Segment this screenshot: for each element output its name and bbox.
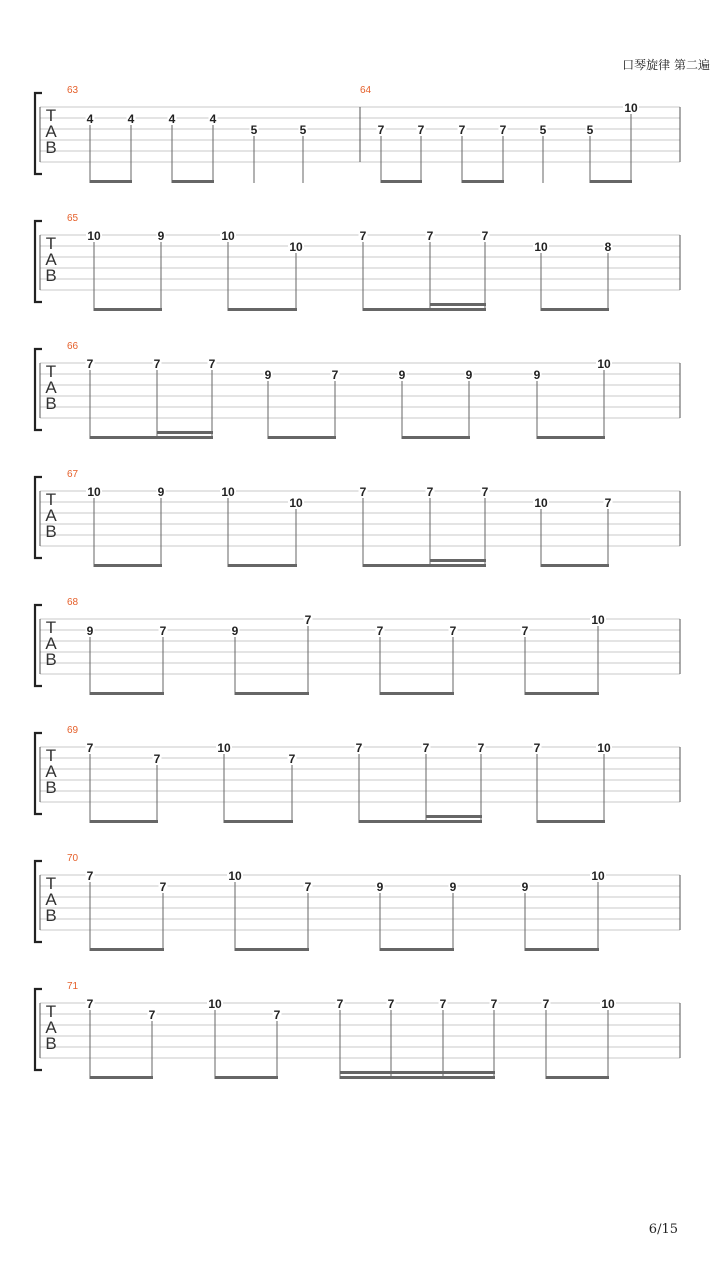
fret-number: 7 xyxy=(86,357,94,371)
tab-clef-letter-a: A xyxy=(45,250,57,269)
fret-number: 9 xyxy=(231,624,239,638)
fret-number: 7 xyxy=(376,624,384,638)
fret-number: 7 xyxy=(153,357,161,371)
fret-number: 7 xyxy=(153,752,161,766)
fret-number: 7 xyxy=(86,869,94,883)
fret-number: 10 xyxy=(601,997,615,1011)
beam xyxy=(235,692,309,695)
tab-system xyxy=(35,597,680,695)
fret-number: 10 xyxy=(597,357,611,371)
tab-clef-letter-b: B xyxy=(45,138,57,157)
fret-number: 7 xyxy=(533,741,541,755)
tab-clef-letter-a: A xyxy=(45,890,57,909)
tab-clef-letter-b: B xyxy=(45,522,57,541)
fret-number: 7 xyxy=(331,368,339,382)
beam xyxy=(90,948,164,951)
fret-number: 7 xyxy=(604,496,612,510)
fret-number: 10 xyxy=(217,741,231,755)
header-title: 口琴旋律 第二遍 xyxy=(622,58,710,72)
tab-clef-letter-a: A xyxy=(45,1018,57,1037)
tab-clef-letter-a: A xyxy=(45,634,57,653)
fret-number: 10 xyxy=(87,485,101,499)
tab-system xyxy=(35,85,680,183)
beam xyxy=(380,692,454,695)
beam xyxy=(340,1076,495,1079)
fret-number: 7 xyxy=(481,485,489,499)
fret-number: 4 xyxy=(86,112,94,126)
tab-clef-letter-a: A xyxy=(45,378,57,397)
fret-number: 7 xyxy=(439,997,447,1011)
fret-number: 7 xyxy=(449,624,457,638)
fret-number: 7 xyxy=(377,123,385,137)
measure-number: 70 xyxy=(67,853,79,864)
beam xyxy=(402,436,470,439)
fret-number: 7 xyxy=(355,741,363,755)
fret-number: 9 xyxy=(533,368,541,382)
fret-number: 7 xyxy=(422,741,430,755)
beam xyxy=(224,820,293,823)
beam xyxy=(90,180,132,183)
measure-number: 71 xyxy=(67,981,79,992)
tab-clef-letter-a: A xyxy=(45,762,57,781)
measure-number: 67 xyxy=(67,469,79,480)
fret-number: 9 xyxy=(86,624,94,638)
measure-number: 65 xyxy=(67,213,79,224)
fret-number: 9 xyxy=(264,368,272,382)
fret-number: 7 xyxy=(208,357,216,371)
fret-number: 9 xyxy=(157,485,165,499)
fret-number: 7 xyxy=(542,997,550,1011)
fret-number: 9 xyxy=(449,880,457,894)
fret-number: 9 xyxy=(376,880,384,894)
fret-number: 7 xyxy=(477,741,485,755)
tab-clef-letter-t: T xyxy=(45,618,57,637)
fret-number: 4 xyxy=(127,112,135,126)
fret-number: 10 xyxy=(289,240,303,254)
beam xyxy=(525,948,599,951)
beam xyxy=(94,564,162,567)
fret-number: 9 xyxy=(521,880,529,894)
measure-number: 69 xyxy=(67,725,79,736)
tab-clef-letter-b: B xyxy=(45,394,57,413)
tab-clef-letter-t: T xyxy=(45,1002,57,1021)
beam xyxy=(363,308,486,311)
secondary-beam xyxy=(340,1071,495,1074)
tab-clef-letter-b: B xyxy=(45,650,57,669)
fret-number: 4 xyxy=(168,112,176,126)
tab-clef-letter-t: T xyxy=(45,234,57,253)
fret-number: 7 xyxy=(359,229,367,243)
tab-clef-letter-b: B xyxy=(45,778,57,797)
beam xyxy=(525,692,599,695)
fret-number: 7 xyxy=(159,624,167,638)
beam xyxy=(215,1076,278,1079)
fret-number: 10 xyxy=(221,485,235,499)
tab-clef-letter-a: A xyxy=(45,506,57,525)
fret-number: 10 xyxy=(208,997,222,1011)
tab-system xyxy=(35,341,680,439)
measure-number: 63 xyxy=(67,85,79,96)
page-number: 6/15 xyxy=(648,1222,678,1237)
beam xyxy=(363,564,486,567)
fret-number: 10 xyxy=(289,496,303,510)
fret-number: 7 xyxy=(481,229,489,243)
fret-number: 10 xyxy=(87,229,101,243)
fret-number: 7 xyxy=(304,880,312,894)
beam xyxy=(90,1076,153,1079)
fret-number: 9 xyxy=(398,368,406,382)
tab-clef-letter-t: T xyxy=(45,874,57,893)
beam xyxy=(541,308,609,311)
fret-number: 7 xyxy=(159,880,167,894)
fret-number: 9 xyxy=(157,229,165,243)
fret-number: 9 xyxy=(465,368,473,382)
fret-number: 8 xyxy=(604,240,612,254)
fret-number: 10 xyxy=(534,496,548,510)
fret-number: 7 xyxy=(86,741,94,755)
beam xyxy=(268,436,336,439)
tab-clef-letter-a: A xyxy=(45,122,57,141)
secondary-beam xyxy=(430,303,486,306)
tab-system xyxy=(35,213,680,311)
fret-number: 5 xyxy=(299,123,307,137)
beam xyxy=(359,820,482,823)
measure-number: 66 xyxy=(67,341,79,352)
tab-system xyxy=(35,725,680,823)
beam xyxy=(228,308,297,311)
tab-system xyxy=(35,853,680,951)
fret-number: 10 xyxy=(591,613,605,627)
fret-number: 7 xyxy=(387,997,395,1011)
beam xyxy=(590,180,632,183)
fret-number: 7 xyxy=(86,997,94,1011)
tab-clef-letter-t: T xyxy=(45,362,57,381)
fret-number: 10 xyxy=(624,101,638,115)
fret-number: 10 xyxy=(597,741,611,755)
tab-clef-letter-t: T xyxy=(45,490,57,509)
measure-number: 68 xyxy=(67,597,79,608)
tab-clef-letter-b: B xyxy=(45,266,57,285)
beam xyxy=(94,308,162,311)
beam xyxy=(537,820,605,823)
tab-clef-letter-b: B xyxy=(45,1034,57,1053)
fret-number: 7 xyxy=(521,624,529,638)
fret-number: 10 xyxy=(534,240,548,254)
fret-number: 7 xyxy=(304,613,312,627)
beam xyxy=(546,1076,609,1079)
fret-number: 7 xyxy=(426,229,434,243)
fret-number: 7 xyxy=(417,123,425,137)
beam xyxy=(462,180,504,183)
beam xyxy=(172,180,214,183)
tab-clef-letter-t: T xyxy=(45,106,57,125)
beam xyxy=(90,436,213,439)
measure-number: 64 xyxy=(360,85,372,96)
tab-system xyxy=(35,981,680,1079)
tab-clef-letter-t: T xyxy=(45,746,57,765)
fret-number: 4 xyxy=(209,112,217,126)
fret-number: 5 xyxy=(586,123,594,137)
secondary-beam xyxy=(430,559,486,562)
fret-number: 7 xyxy=(273,1008,281,1022)
beam xyxy=(90,820,158,823)
fret-number: 7 xyxy=(490,997,498,1011)
secondary-beam xyxy=(426,815,482,818)
fret-number: 7 xyxy=(426,485,434,499)
fret-number: 5 xyxy=(539,123,547,137)
beam xyxy=(228,564,297,567)
tab-system xyxy=(35,469,680,567)
fret-number: 5 xyxy=(250,123,258,137)
beam xyxy=(90,692,164,695)
fret-number: 10 xyxy=(591,869,605,883)
fret-number: 10 xyxy=(221,229,235,243)
fret-number: 7 xyxy=(336,997,344,1011)
fret-number: 7 xyxy=(359,485,367,499)
beam xyxy=(381,180,422,183)
beam xyxy=(235,948,309,951)
beam xyxy=(537,436,605,439)
fret-number: 7 xyxy=(499,123,507,137)
beam xyxy=(380,948,454,951)
fret-number: 7 xyxy=(148,1008,156,1022)
fret-number: 7 xyxy=(288,752,296,766)
beam xyxy=(541,564,609,567)
tab-clef-letter-b: B xyxy=(45,906,57,925)
secondary-beam xyxy=(157,431,213,434)
fret-number: 10 xyxy=(228,869,242,883)
fret-number: 7 xyxy=(458,123,466,137)
